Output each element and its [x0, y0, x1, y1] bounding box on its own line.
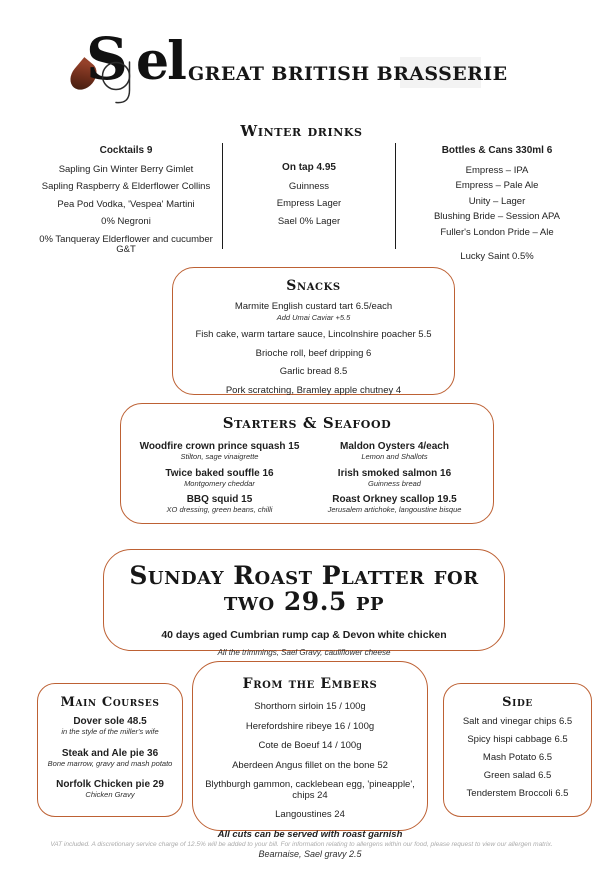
menu-item: Guinness — [288, 180, 330, 192]
menu-item: Empress – IPA — [465, 164, 529, 176]
menu-item — [310, 441, 479, 462]
column-divider — [222, 143, 223, 249]
item-name: Twice baked souffle 16 — [165, 467, 274, 479]
side-section — [443, 683, 592, 817]
menu-item: Empress – Pale Ale — [455, 180, 539, 191]
item-name: Woodfire crown prince squash 15 — [139, 441, 300, 452]
item-note: Guinness bread — [368, 478, 421, 488]
menu-item: Sapling Raspberry & Elderflower Collins — [41, 181, 211, 192]
cocktails-column — [30, 146, 222, 256]
from-the-embers-section — [192, 661, 428, 859]
menu-item: Blythburgh gammon, cacklebean egg, 'pineapple', chips 24 — [205, 779, 415, 801]
item-name: Roast Orkney scallop 19.5 — [332, 494, 457, 505]
sunday-roast-title: Sunday Roast Platter for two 29.5 pp — [129, 561, 479, 616]
logo-letters-el: el — [136, 31, 185, 92]
brand-tagline: GREAT BRITISH BRASSERIE — [188, 63, 508, 85]
on-tap-column — [224, 163, 394, 227]
snacks-title: Snacks — [286, 278, 341, 294]
item-note: Add Umai Caviar +5.5 — [276, 312, 351, 322]
menu-item: Lucky Saint 0.5% — [460, 251, 534, 262]
menu-item: Langoustines 24 — [275, 809, 345, 820]
menu-item: 0% Negroni — [101, 216, 151, 227]
menu-item: Garlic bread 8.5 — [279, 366, 348, 377]
menu-item: Brioche roll, beef dripping 6 — [255, 347, 372, 359]
bottles-cans-column — [397, 146, 597, 263]
item-note: Chicken Gravy — [85, 790, 135, 799]
side-list — [444, 717, 591, 800]
item-name: Marmite English custard tart 6.5/each — [234, 301, 393, 312]
sunday-roast-subtitle: 40 days aged Cumbrian rump cap & Devon white chicken — [161, 629, 447, 641]
column-divider — [395, 143, 396, 249]
starters-seafood-section — [120, 403, 494, 524]
menu-item: 0% Tanqueray Elderflower and cucumber G&T — [39, 233, 213, 255]
menu-item: Spicy hispi cabbage 6.5 — [467, 734, 568, 745]
embers-garnish-note: All cuts can be served with roast garnish — [217, 828, 403, 840]
item-name: Steak and Ale pie 36 — [61, 747, 159, 759]
snacks-list — [173, 302, 454, 396]
item-note: XO dressing, green beans, chilli — [166, 505, 273, 514]
menu-item — [38, 748, 182, 769]
main-courses-title: Main Courses — [60, 695, 160, 710]
item-note: Bone marrow, gravy and mash potato — [47, 758, 173, 768]
sael-logo — [68, 25, 193, 109]
from-the-embers-title: From the Embers — [242, 676, 378, 692]
embers-sauce-note: Bearnaise, Sael gravy 2.5 — [258, 849, 362, 859]
sunday-roast-section — [103, 549, 505, 657]
menu-item: Fuller's London Pride – Ale — [440, 226, 554, 238]
menu-item: Sapling Gin Winter Berry Gimlet — [58, 163, 194, 175]
winter-drinks-title: Winter drinks — [240, 122, 363, 140]
menu-item: Herefordshire ribeye 16 / 100g — [245, 720, 375, 732]
item-note: Lemon and Shallots — [361, 452, 428, 461]
menu-item: Pork scratching, Bramley apple chutney 4 — [225, 384, 402, 396]
main-courses-list — [38, 716, 182, 806]
item-name: Norfolk Chicken pie 29 — [56, 779, 164, 790]
menu-item — [135, 494, 304, 515]
menu-item: Fish cake, warm tartare sauce, Lincolnshire poacher 5.5 — [195, 329, 432, 340]
menu-item — [38, 779, 182, 800]
sunday-roast-note: All the trimmings, Sael Gravy, cauliflower cheese — [217, 648, 391, 657]
menu-item: Green salad 6.5 — [483, 770, 552, 781]
item-name: BBQ squid 15 — [186, 494, 253, 505]
menu-item: Mash Potato 6.5 — [482, 752, 553, 763]
menu-item: Empress Lager — [276, 198, 342, 209]
logo-letter-a-icon — [100, 60, 140, 106]
item-note: in the style of the miller's wife — [61, 727, 159, 736]
cocktails-heading: Cocktails 9 — [99, 145, 153, 156]
bottles-cans-heading: Bottles & Cans 330ml 6 — [441, 145, 553, 156]
footer-disclaimer: VAT included. A discretionary service charge of 12.5% will be added to your bill. For information relating to allergens within our food, please request to view our allergen matrix. — [50, 841, 553, 848]
item-name: Maldon Oysters 4/each — [340, 441, 449, 452]
menu-item: Cote de Boeuf 14 / 100g — [258, 740, 362, 751]
item-name: Dover sole 48.5 — [73, 716, 147, 727]
logo-letter-s: S — [86, 25, 128, 93]
item-note: Jerusalem artichoke, langoustine bisque — [327, 505, 462, 514]
snacks-section — [172, 267, 455, 395]
item-name: Irish smoked salmon 16 — [337, 467, 452, 479]
menu-item: Shorthorn sirloin 15 / 100g — [254, 701, 366, 712]
menu-item: Blushing Bride – Session APA — [433, 211, 561, 222]
main-courses-section — [37, 683, 183, 817]
starters-seafood-title: Starters & Seafood — [222, 414, 392, 432]
menu-item: Sael 0% Lager — [277, 215, 341, 227]
menu-item: Aberdeen Angus fillet on the bone 52 — [232, 759, 388, 771]
menu-item: Salt and vinegar chips 6.5 — [462, 716, 573, 727]
menu-item — [310, 468, 479, 489]
item-note: Montgomery cheddar — [184, 478, 255, 488]
starters-grid — [121, 441, 493, 521]
menu-item — [310, 494, 479, 515]
menu-item — [38, 716, 182, 737]
embers-list — [193, 702, 427, 860]
menu-item — [173, 302, 454, 322]
item-note: Stilton, sage vinaigrette — [180, 452, 259, 461]
menu-item: Pea Pod Vodka, 'Vespea' Martini — [57, 198, 195, 210]
menu-item — [135, 441, 304, 462]
side-title: Side — [502, 695, 533, 710]
menu-item: Tenderstem Broccoli 6.5 — [466, 788, 569, 799]
on-tap-heading: On tap 4.95 — [282, 162, 336, 173]
menu-item — [135, 468, 304, 489]
menu-item: Unity – Lager — [468, 195, 526, 207]
